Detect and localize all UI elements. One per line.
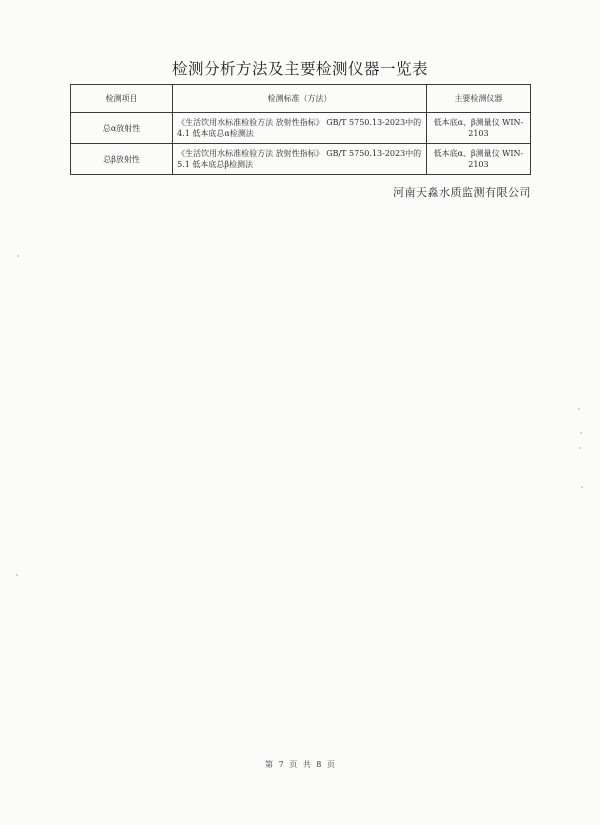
row-main-instrument: 低本底α、β测量仪 WIN-2103 [426, 144, 530, 175]
page-number-footer: 第 7 页 共 8 页 [265, 760, 335, 769]
row-test-standard: 《生活饮用水标准检验方法 放射性指标》 GB/T 5750.13-2023中的4.1 低本底总α检测法 [173, 113, 427, 144]
row-main-instrument: 低本底α、β测量仪 WIN-2103 [426, 113, 530, 144]
scan-speck [579, 447, 581, 449]
row-test-item: 总α放射性 [71, 113, 173, 144]
scan-speck [16, 574, 18, 576]
scan-speck [581, 486, 583, 488]
table-header-row [71, 85, 531, 113]
scan-speck [17, 255, 19, 257]
document-title: 检测分析方法及主要检测仪器一览表 [171, 60, 428, 78]
scan-speck [578, 408, 580, 410]
method-instrument-table [70, 84, 531, 175]
header-test-standard: 检测标准（方法） [173, 85, 427, 113]
table-row [71, 113, 531, 144]
scan-speck [580, 432, 582, 434]
row-test-item: 总β放射性 [71, 144, 173, 175]
table-row [71, 144, 531, 175]
header-test-item: 检测项目 [71, 85, 173, 113]
company-name: 河南天淼水质监测有限公司 [393, 186, 531, 199]
header-main-instrument: 主要检测仪器 [426, 85, 530, 113]
row-test-standard: 《生活饮用水标准检验方法 放射性指标》 GB/T 5750.13-2023中的5.1 低本底总β检测法 [173, 144, 427, 175]
